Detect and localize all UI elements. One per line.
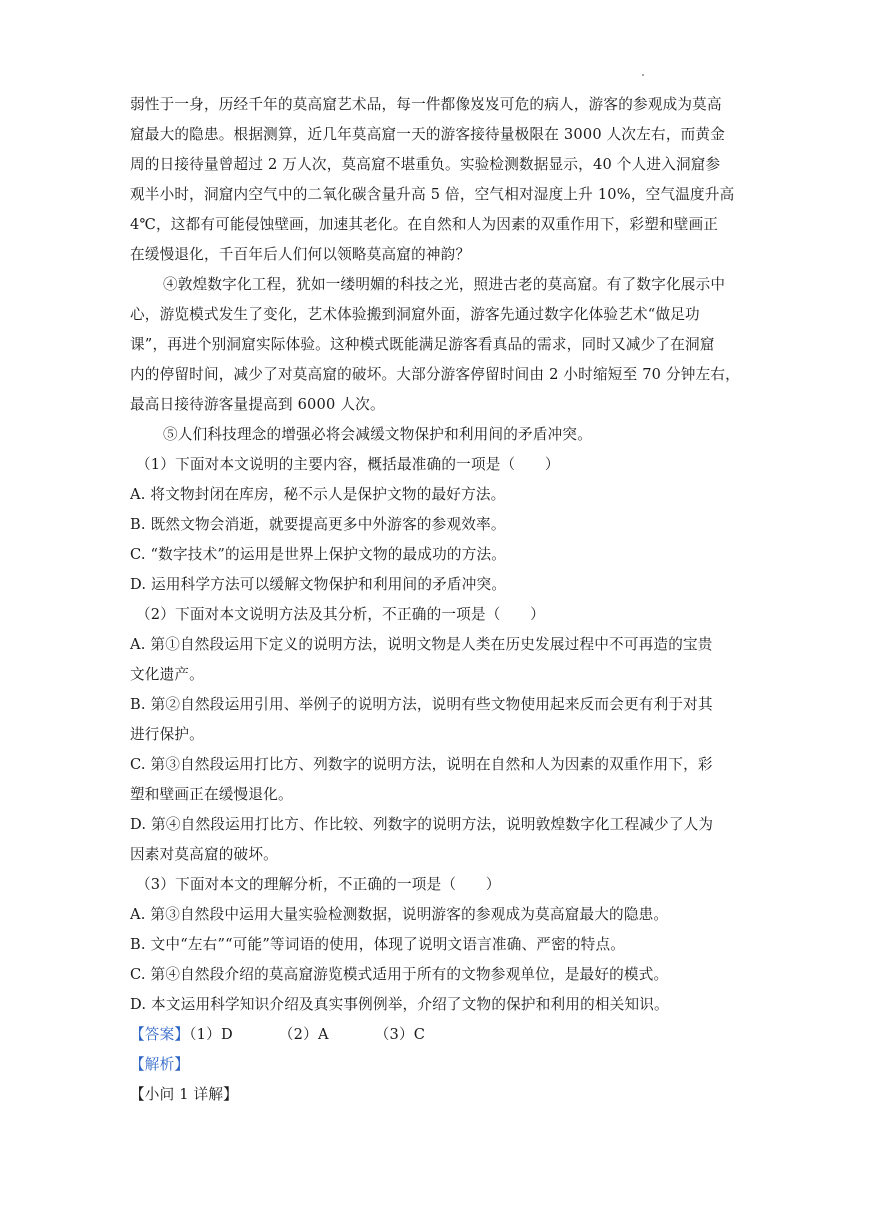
answer-line <box>130 1025 425 1045</box>
answer-3: （3）C <box>374 1026 426 1043</box>
question-2-option-d: D. 第④自然段运用打比方、作比较、列数字的说明方法，说明敦煌数字化工程减少了人为 <box>130 816 714 833</box>
question-3-option-c: C. 第④自然段介绍的莫高窟游览模式适用于所有的文物参观单位，是最好的模式。 <box>130 966 669 983</box>
passage-line: 周的日接待量曾超过 2 万人次，莫高窟不堪重负。实验检测数据显示，40 个人进入洞窟参 <box>130 156 721 173</box>
analysis-tag: 【解析】 <box>130 1056 190 1073</box>
passage-line: ⑤人们科技理念的增强必将会减缓文物保护和利用间的矛盾冲突。 <box>163 426 593 443</box>
passage-line: 窟最大的隐患。根据测算，近几年莫高窟一天的游客接待量极限在 3000 人次左右，而黄金 <box>130 126 725 143</box>
page-mark <box>642 74 644 76</box>
question-2-option-a-cont: 文化遗产。 <box>130 666 204 683</box>
question-3-option-a: A. 第③自然段中运用大量实验检测数据，说明游客的参观成为莫高窟最大的隐患。 <box>130 906 669 923</box>
question-3-option-d: D. 本文运用科学知识介绍及真实事例例举，介绍了文物的保护和利用的相关知识。 <box>130 996 669 1013</box>
question-2-option-a: A. 第①自然段运用下定义的说明方法，说明文物是人类在历史发展过程中不可再造的宝贵 <box>130 636 713 653</box>
subquestion-1-heading: 【小问 1 详解】 <box>130 1086 238 1103</box>
passage-line: 弱性于一身，历经千年的莫高窟艺术品，每一件都像岌岌可危的病人，游客的参观成为莫高 <box>130 96 722 113</box>
answer-1: （1）D <box>189 1026 233 1043</box>
question-2-stem: （2）下面对本文说明方法及其分析，不正确的一项是（ ） <box>136 606 545 623</box>
passage-line: 课”，再进个别洞窟实际体验。这种模式既能满足游客看真品的需求，同时又减少了在洞窟 <box>130 336 715 353</box>
passage-line: 观半小时，洞窟内空气中的二氧化碳含量升高 5 倍，空气相对湿度上升 10%，空气温度升高 <box>130 186 735 203</box>
question-3-stem: （3）下面对本文的理解分析，不正确的一项是（ ） <box>136 876 501 893</box>
question-2-option-c-cont: 塑和壁画正在缓慢退化。 <box>130 786 293 803</box>
question-2-option-d-cont: 因素对莫高窟的破坏。 <box>130 846 278 863</box>
passage-line: 内的停留时间，减少了对莫高窟的破坏。大部分游客停留时间由 2 小时缩短至 70 分钟左右， <box>130 366 740 383</box>
question-2-option-c: C. 第③自然段运用打比方、列数字的说明方法，说明在自然和人为因素的双重作用下，彩 <box>130 756 713 773</box>
passage-line: 心，游览模式发生了变化，艺术体验搬到洞窟外面，游客先通过数字化体验艺术“做足功 <box>130 306 700 323</box>
passage-line: ④敦煌数字化工程，犹如一缕明媚的科技之光，照进古老的莫高窟。有了数字化展示中 <box>163 276 726 293</box>
question-3-option-b: B. 文中“左右”“可能”等词语的使用，体现了说明文语言准确、严密的特点。 <box>130 936 626 953</box>
question-2-option-b-cont: 进行保护。 <box>130 726 204 743</box>
question-1-option-b: B. 既然文物会消逝，就要提高更多中外游客的参观效率。 <box>130 516 506 533</box>
question-2-option-b: B. 第②自然段运用引用、举例子的说明方法，说明有些文物使用起来反而会更有利于对其 <box>130 696 713 713</box>
answer-tag: 【答案】 <box>130 1026 190 1043</box>
passage-line: 最高日接待游客量提高到 6000 人次。 <box>130 396 385 413</box>
passage-line: 在缓慢退化，千百年后人们何以领略莫高窟的神韵？ <box>130 246 471 263</box>
question-1-option-c: C. “数字技术”的运用是世界上保护文物的最成功的方法。 <box>130 546 507 563</box>
passage-line: 4℃，这都有可能侵蚀壁画，加速其老化。在自然和人为因素的双重作用下，彩塑和壁画正 <box>130 216 719 233</box>
question-1-option-d: D. 运用科学方法可以缓解文物保护和利用间的矛盾冲突。 <box>130 576 507 593</box>
question-1-stem: （1）下面对本文说明的主要内容，概括最准确的一项是（ ） <box>136 456 560 473</box>
question-1-option-a: A. 将文物封闭在库房，秘不示人是保护文物的最好方法。 <box>130 486 506 503</box>
answer-2: （2）A <box>278 1026 329 1043</box>
